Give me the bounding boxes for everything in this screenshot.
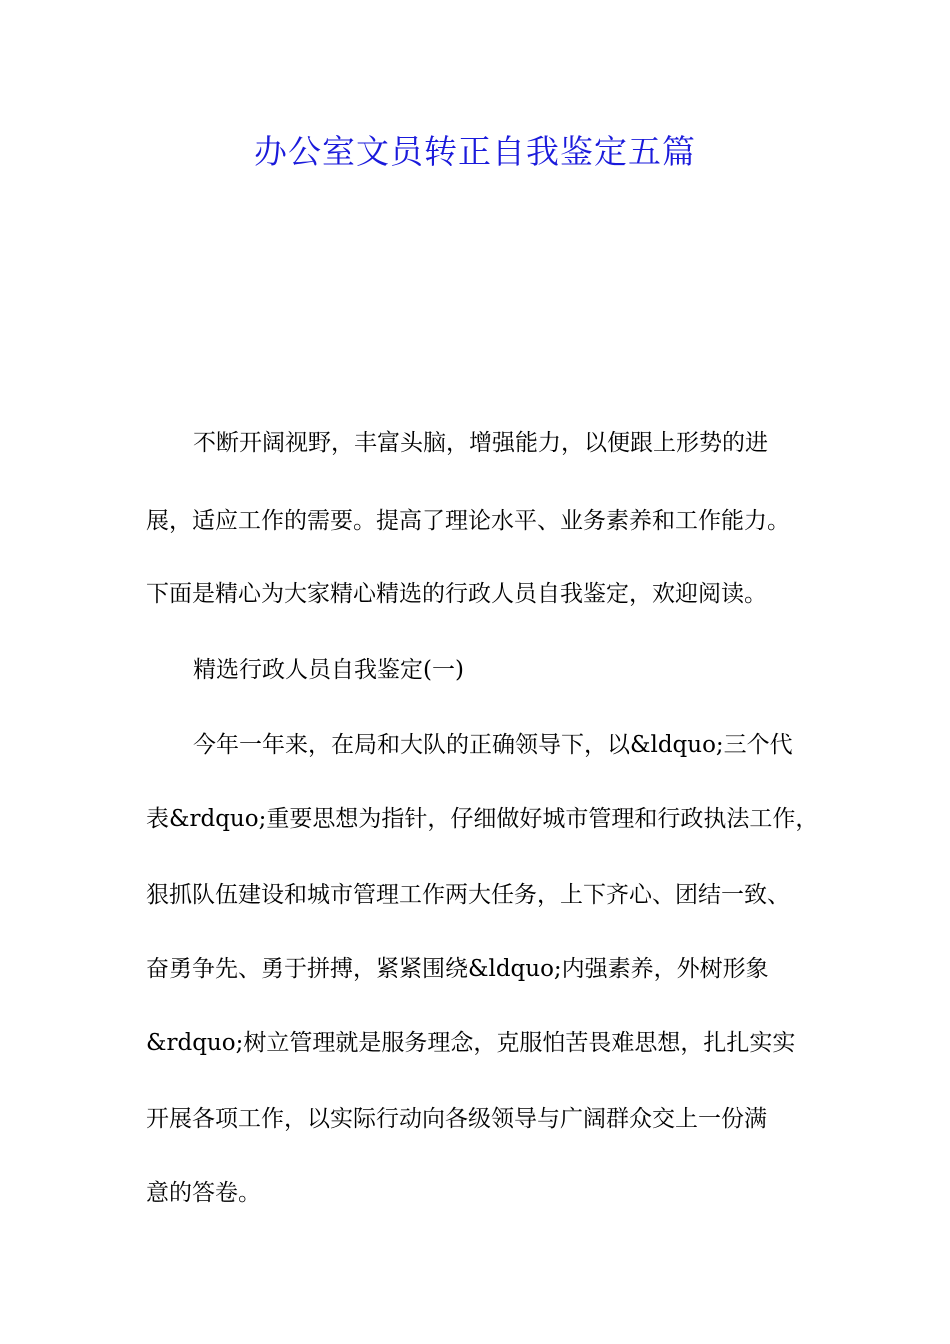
body-line: 意的答卷。 [146, 1180, 261, 1206]
document-title: 办公室文员转正自我鉴定五篇 [254, 132, 696, 171]
body-line: 狠抓队伍建设和城市管理工作两大任务，上下齐心、团结一致、 [146, 882, 790, 908]
body-line: 展，适应工作的需要。提高了理论水平、业务素养和工作能力。 [146, 508, 790, 534]
body-line: 表&rdquo;重要思想为指针，仔细做好城市管理和行政执法工作， [146, 806, 819, 832]
body-line: 不断开阔视野，丰富头脑，增强能力，以便跟上形势的进 [193, 430, 768, 456]
body-line: 下面是精心为大家精心精选的行政人员自我鉴定，欢迎阅读。 [146, 581, 767, 607]
body-line: 今年一年来，在局和大队的正确领导下，以&ldquo;三个代 [193, 732, 793, 758]
body-line: 奋勇争先、勇于拼搏，紧紧围绕&ldquo;内强素养，外树形象 [146, 956, 769, 982]
section-heading: 精选行政人员自我鉴定(一) [193, 657, 464, 683]
body-line: &rdquo;树立管理就是服务理念，克服怕苦畏难思想，扎扎实实 [146, 1030, 796, 1056]
body-line: 开展各项工作，以实际行动向各级领导与广阔群众交上一份满 [146, 1106, 767, 1132]
